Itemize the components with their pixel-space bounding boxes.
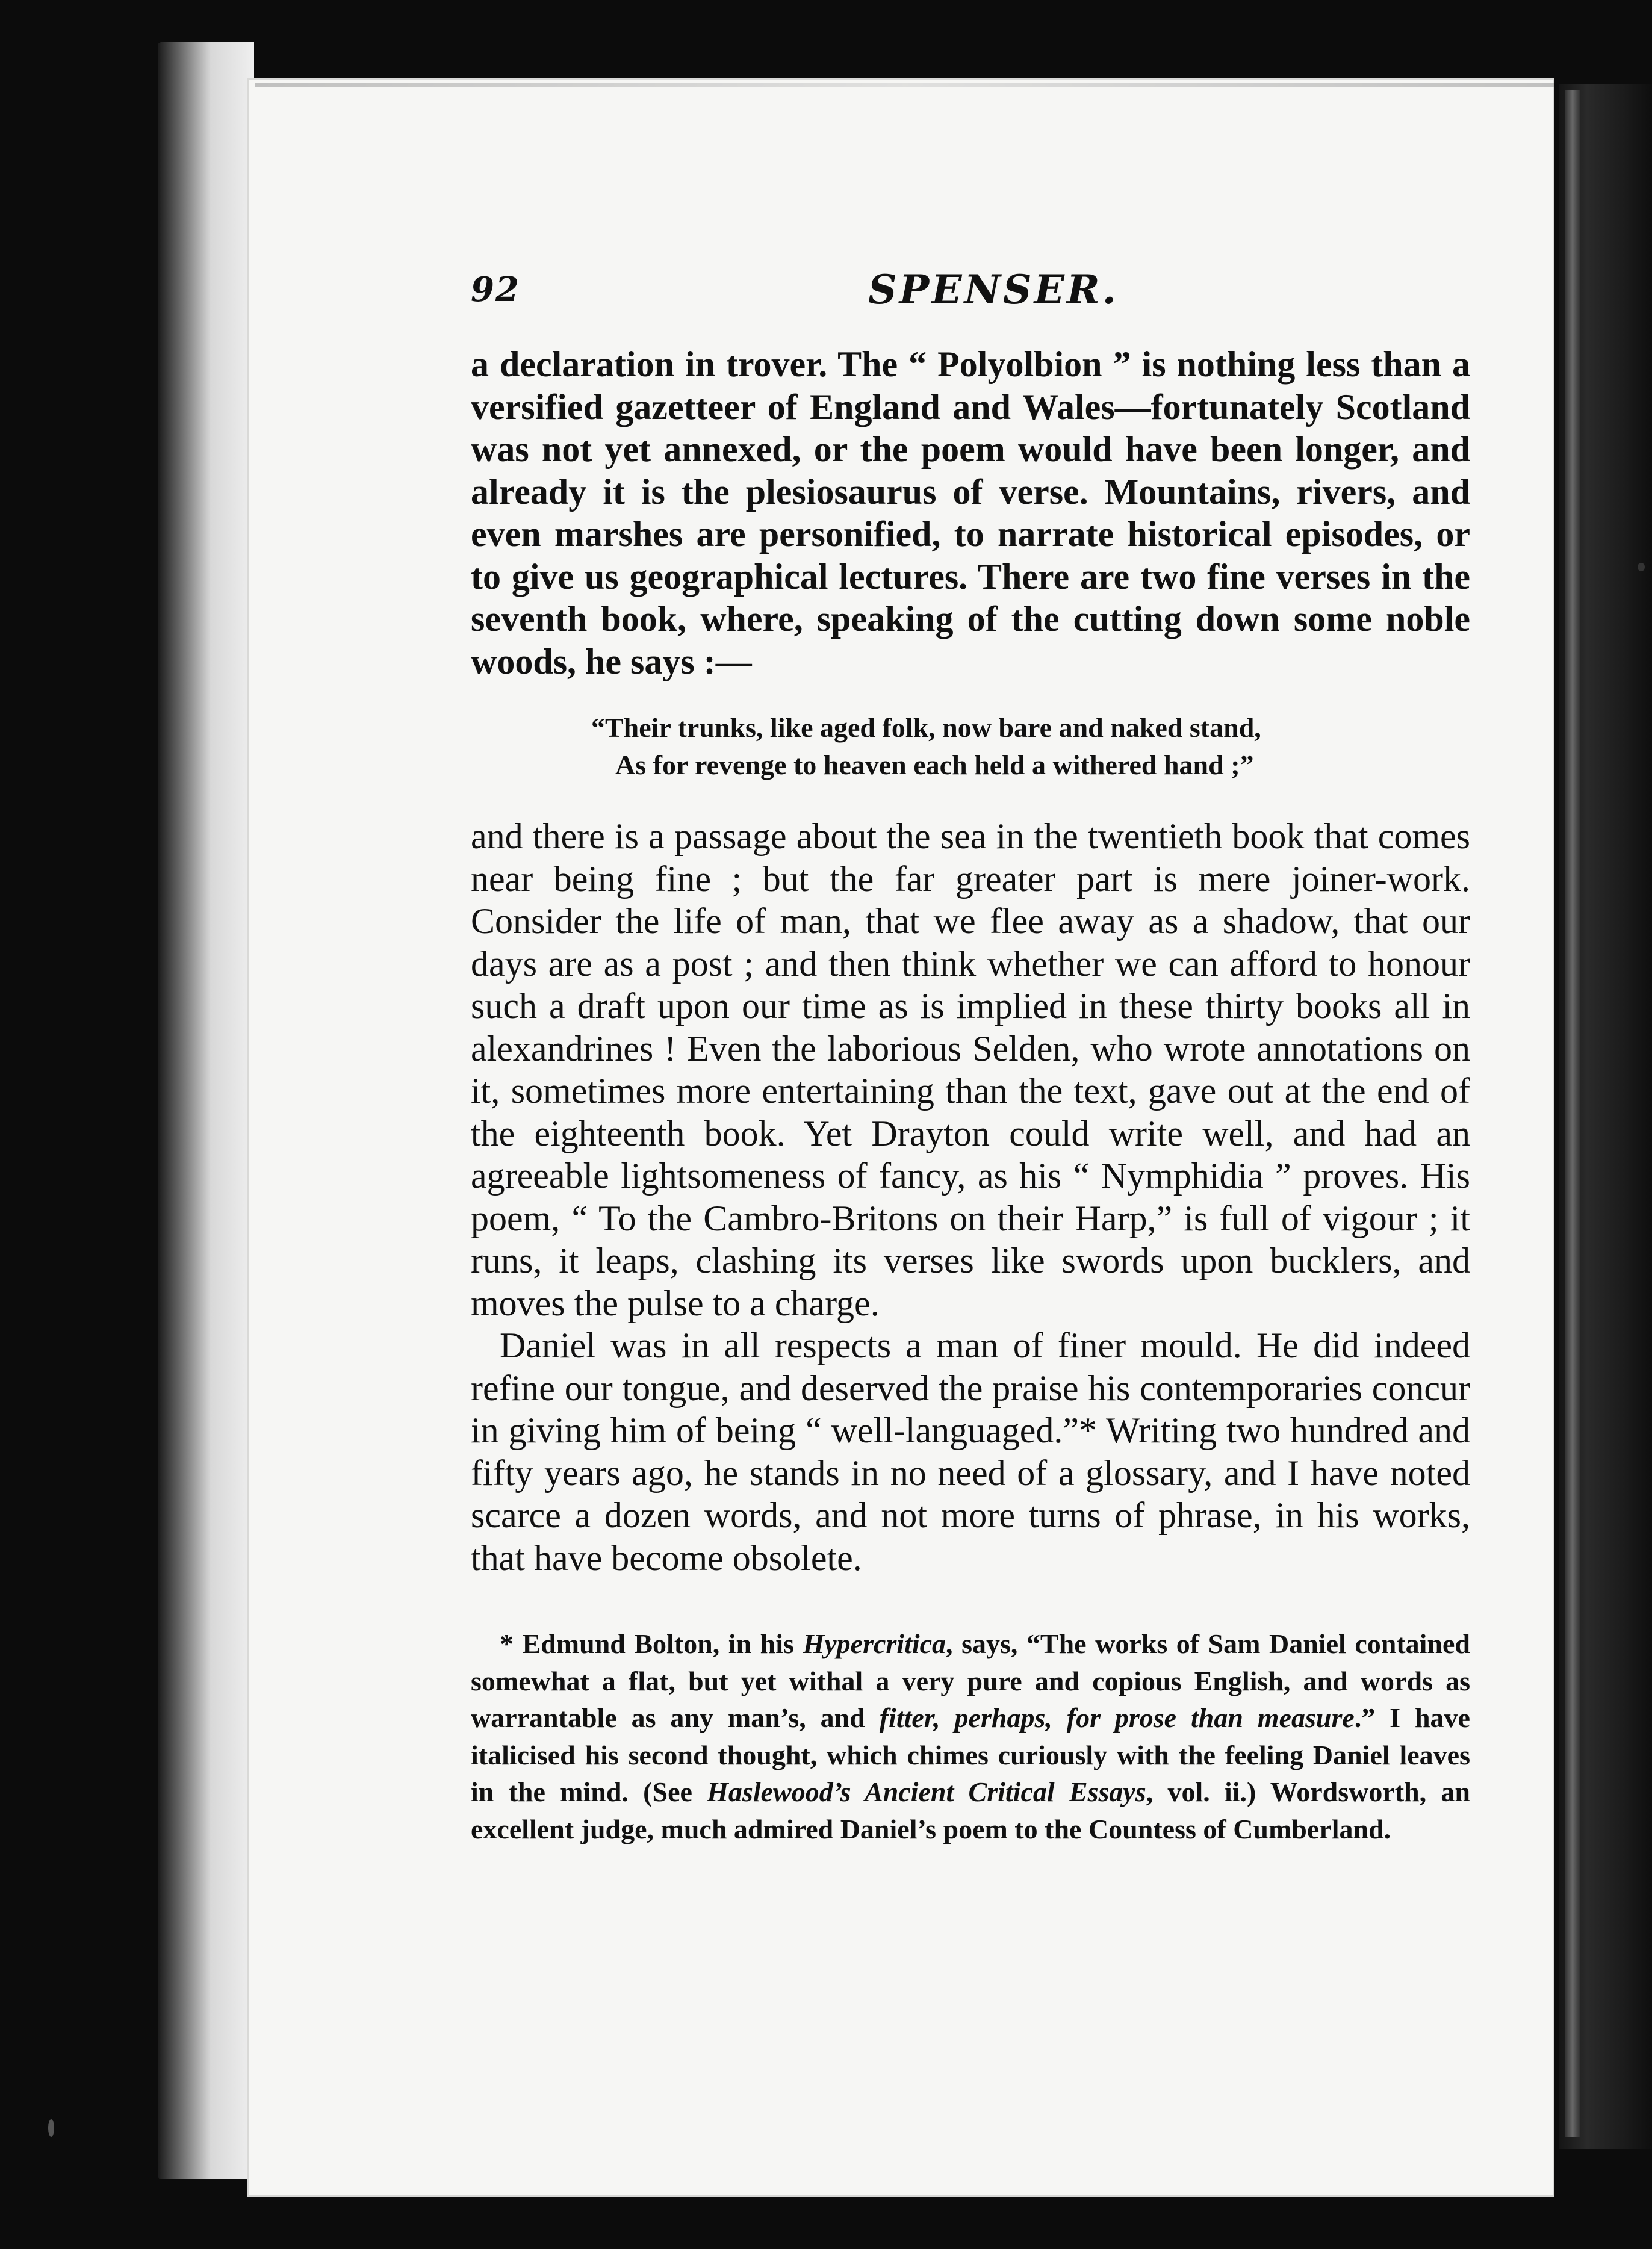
left-page-edges [158, 42, 254, 2179]
footnote-italic-2: fitter, perhaps, for prose than measure [879, 1702, 1355, 1733]
page-number: 92 [471, 270, 520, 309]
footnote-text-2: , says, “The works of Sam Daniel contained somewhat a flat, but yet withal a very pure and copious English, and words as warrantable as any man’s, and [471, 1628, 1470, 1733]
page-top-edge [255, 83, 1554, 87]
verse-line-2: As for revenge to heaven each held a withered hand ;” [615, 749, 1254, 780]
paragraph-2: and there is a passage about the sea in the twentieth book that comes near being fine ; but the far greater part is mere joiner-work. Consider the life of man, that we flee away as a shadow, that our days are as a post ; and then think whether we can afford to honour such a draft upon our time as is implied in these thirty books all in alexandrines ! Even the laborious Selden, who wrote annotations on it, sometimes more entertaining than the text, gave out at the end of the eighteenth book. Yet Drayton could write well, and had an agreeable lightsomeness of fancy, as his “ Nymphidia ” proves. His poem, “ To the Cambro-Britons on their Harp,” is full of vigour ; it runs, it leaps, clashing its verses like swords upon bucklers, and moves the pulse to a charge. [471, 816, 1470, 1323]
right-edge-highlight [1565, 90, 1580, 2137]
scan-speck [1638, 563, 1645, 571]
body-text-bottom [471, 815, 1470, 1579]
scan-speck [48, 2119, 54, 2137]
footnote-italic-1: Hypercritica [803, 1628, 946, 1659]
page-header [471, 266, 1482, 324]
verse-quotation [591, 709, 1374, 784]
footnote-text-4: , vol. ii.) Wordsworth, an excellent judge, much admired Daniel’s poem to the Countess of Cumberland. [471, 1776, 1471, 1844]
paragraph-3: Daniel was in all respects a man of finer mould. He did indeed refine our tongue, and deserved the praise his contemporaries concur in giving him of being “ well-languaged.”* Writing two hundred and fifty years ago, he stands in no need of a glossary, and I have noted scarce a dozen words, and not more turns of phrase, in his works, that have become obsolete. [471, 1326, 1470, 1578]
body-text-top [471, 343, 1470, 683]
footnote-italic-3: Haslewood’s Ancient Critical Essays [707, 1776, 1146, 1807]
footnote-text-3: .” I have italicised his second thought, which chimes curiously with the feeling Daniel leaves in the mind. (See [471, 1702, 1470, 1807]
footnote [471, 1625, 1470, 1847]
footnote-text-1: * Edmund Bolton, in his [500, 1628, 803, 1659]
verse-line-1: “Their trunks, like aged folk, now bare and naked stand, [591, 712, 1261, 743]
paragraph-1: a declaration in trover. The “ Polyolbion ” is nothing less than a versified gazetteer of England and Wales—fortunately Scotland was not yet annexed, or the poem would have been longer, and already it is the plesiosaurus of verse. Mountains, rivers, and even marshes are personified, to narrate historical episodes, or to give us geographical lectures. There are two fine verses in the seventh book, where, speaking of the cutting down some noble woods, he says :— [471, 344, 1470, 681]
running-head: SPENSER. [868, 266, 1119, 313]
